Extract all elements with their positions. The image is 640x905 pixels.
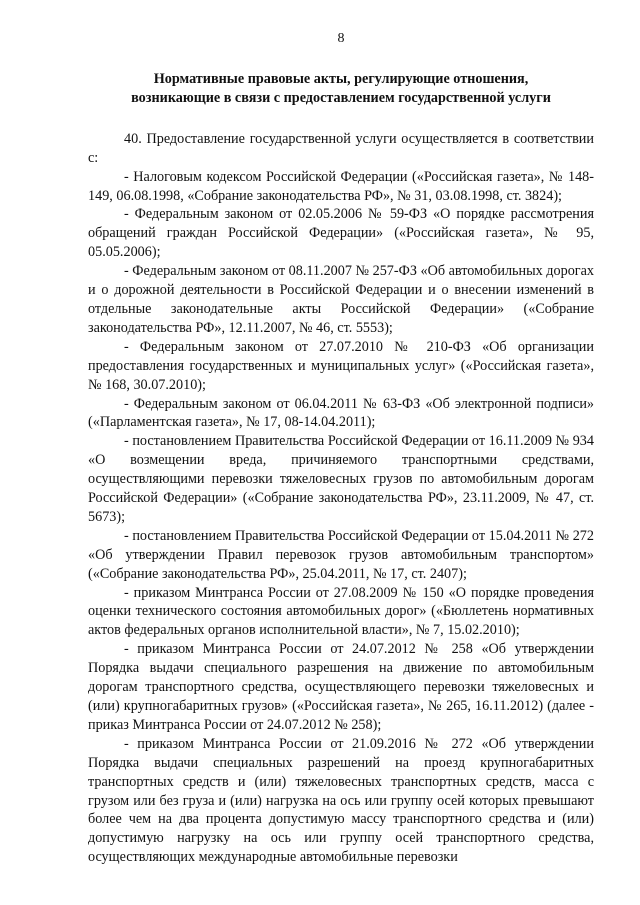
section-heading-line-2: возникающие в связи с предоставлением государственной услуги <box>131 89 551 106</box>
paragraph-law-257fz: - Федеральным законом от 08.11.2007 № 257-ФЗ «Об автомобильных дорогах и о дорожной деятельности в Российской Федерации и о внесении изменений в отдельные законодательные акты Российской Федерации» («Собрание законодательства РФ», 12.11.2007, № 46, ст. 5553); <box>88 263 594 336</box>
paragraph-law-210fz: - Федеральным законом от 27.07.2010 № 210-ФЗ «Об организации предоставления государственных и муниципальных услуг» («Российская газета», № 168, 30.07.2010); <box>88 338 594 393</box>
section-heading-line-1: Нормативные правовые акты, регулирующие отношения, <box>153 71 529 87</box>
paragraph-law-59fz: - Федеральным законом от 02.05.2006 № 59-ФЗ «О порядке рассмотрения обращений граждан Российской Федерации» («Российская газета», № 95, 05.05.2006); <box>88 206 594 261</box>
paragraph-order-272: - приказом Минтранса России от 21.09.2016 № 272 «Об утверждении Порядка выдачи специальных разрешений на проезд крупногабаритных транспортных средств и (или) тяжеловесных транспортных средств, масса с грузом или без груза и (или) нагрузка на ось или группу осей которых превышают более чем на два процента допустимую массу транспортного средства и (или) допустимую нагрузку на ось или группу осей транспортного средства, осуществляющих международные автомобильные перевозки <box>88 735 594 866</box>
section-heading <box>88 70 594 108</box>
paragraph-order-150: - приказом Минтранса России от 27.08.2009 № 150 «О порядке проведения оценки технического состояния автомобильных дорог» («Бюллетень нормативных актов федеральных органов исполнительной власти», № 7, 15.02.2010); <box>88 584 594 639</box>
paragraph-intro: 40. Предоставление государственной услуги осуществляется в соответствии с: <box>88 130 594 166</box>
paragraph-order-258: - приказом Минтранса России от 24.07.2012 № 258 «Об утверждении Порядка выдачи специального разрешения на движение по автомобильным дорогам транспортного средства, осуществляющего перевозки тяжеловесных и (или) крупногабаритных грузов» («Российская газета», № 265, 16.11.2012) (далее - приказ Минтранса России от 24.07.2012 № 258); <box>88 641 594 733</box>
paragraph-decree-272: - постановлением Правительства Российской Федерации от 15.04.2011 № 272 «Об утверждении Правил перевозок грузов автомобильным транспортом» («Собрание законодательства РФ», 25.04.2011, № 17, ст. 2407); <box>88 527 594 582</box>
page-number: 8 <box>337 31 345 46</box>
paragraph-decree-934: - постановлением Правительства Российской Федерации от 16.11.2009 № 934 «О возмещении вреда, причиняемого транспортными средствами, осуществляющими перевозки тяжеловесных грузов по автомобильным дорогам Российской Федерации» («Собрание законодательства РФ», 23.11.2009, № 47, ст. 5673); <box>88 433 594 525</box>
paragraph-law-63fz: - Федеральным законом от 06.04.2011 № 63-ФЗ «Об электронной подписи» («Парламентская газета», № 17, 08-14.04.2011); <box>88 395 594 431</box>
paragraph-tax-code: - Налоговым кодексом Российской Федерации («Российская газета», № 148-149, 06.08.1998, «Собрание законодательства РФ», № 31, 03.08.1998, ст. 3824); <box>88 168 594 204</box>
body-text <box>88 130 594 867</box>
